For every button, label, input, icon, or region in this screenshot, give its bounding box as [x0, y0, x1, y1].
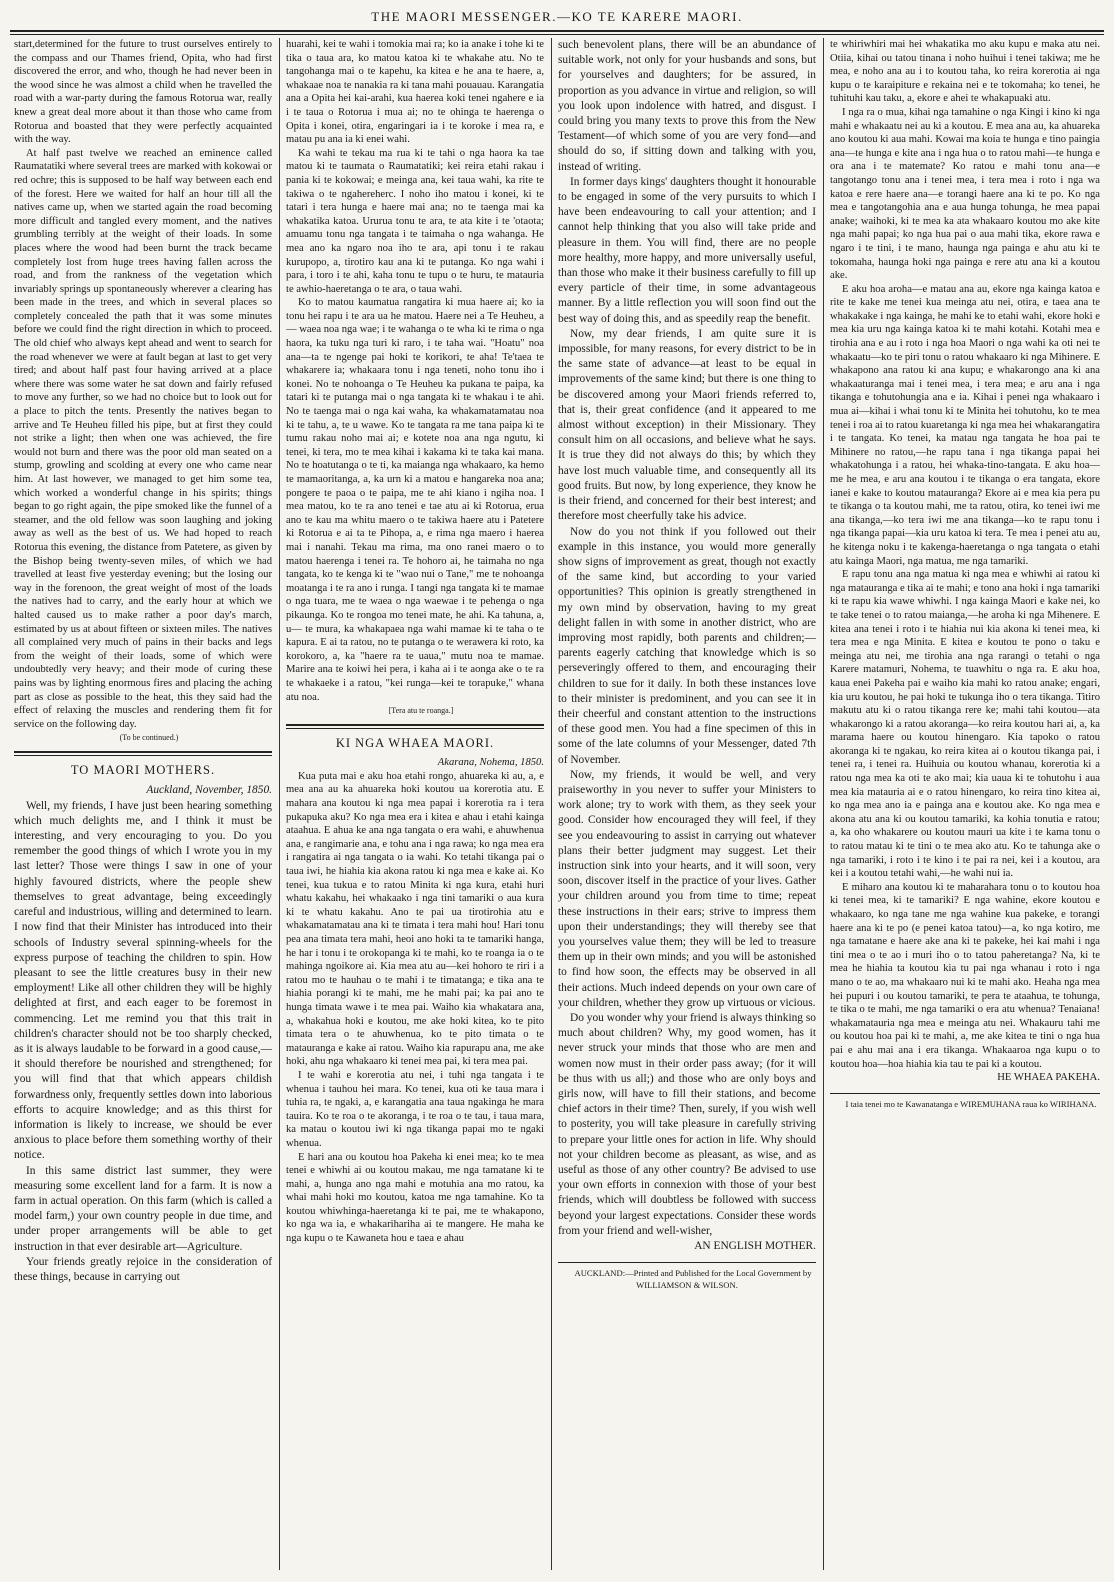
column-divider — [279, 38, 280, 1570]
column-1 — [14, 38, 272, 1570]
continued-note: [Tera atu te roanga.] — [388, 706, 454, 716]
article-paragraph: Well, my friends, I have just been hearing something which much delights me, and I think it must be interesting, and very encouraging to you. Do you remember the good things of which I wrote you in my last letter? Those were things I saw in one of your highly favoured districts, where the people shew themselves to great advantage, being exceedingly careful and industrious, willing and determined to learn. I now find that their Minister has introduced into their schools of Industry several spinning-wheels for the express purpose of teaching the children to spin. How pleasant to see the little creatures busy in their new employment! Like all other children they will be highly delighted at first, and each eager to be foremost in commencing. Let me remind you that this trait in children's character should not be too sharply checked, as it is always laudable to be forward in a good cause,—it should therefore be nourished and strengthened; for you will find that that which appears childish forwardness only, frequently settles down into laborious efforts to acquire knowledge; and as this thirst for information is likely to increase, we should be ever anxious to place before them something worthy of their notice. — [14, 799, 272, 1162]
article-paragraph: te whiriwhiri mai hei whakatika mo aku kupu e maka atu nei. Otiia, kihai ou tatou tinana i noho huihui i tenei takiwa; me he mea, e noho ana au i to koutou taha, ko reira korerotia ai nga kupu o te karaipiture e rekaina nei e te tokomaha; ko tenei, he tuhituhi kau taku, a, ekore e ahei te whakapuaki atu. — [830, 39, 1100, 105]
article-paragraph: start,determined for the future to trust ourselves entirely to the compass and our Thames friend, Opita, who had first discovered the error, and who, though he had never been in the wood since he was almost a child when he travelled the road with a war-party during the famous Rotorua war, really knew a great deal more about it than those who came from Rotorua and boasted that they were perfectly acquainted with the way. — [14, 39, 272, 146]
article-paragraph: such benevolent plans, there will be an abundance of suitable work, not only for your husbands and sons, but for yourselves and daughters; for be assured, in proportion as you advance in virtue and religion, so will you look upon indolence with hatred, and disgust. I could bring you many texts to prove this from the New Testament—of which some of you are very fond—and should do so, if sitting down and talking with you, instead of writing. — [558, 39, 816, 173]
article-paragraph: I nga ra o mua, kihai nga tamahine o nga Kingi i kino ki nga mahi e whakaatu nei au ki a koutou. E mea ana au, ka ahuareka ano koutou ki aua mahi. Kowai ma koia te hunga e tino paingia ana—te hunga e kite ana i nga hua o to ratou mahi—te hunga e ora ana i te matemate? Ko ratou e mahi tonu ana—e tangotango tonu ana i tenei mea, i tera mea i roto i nga wa katoa e rere haere ana—e torangi haere ana ki te po. Ko nga mea e tangotangohia ana e aua hunga tohunga, he mea papai anake; waihoki, ki te mea ka ata whakaaro koutou mo ake kite nga mahi papai; ko nga hua pai o aua mahi tika, ekore rawa e ngaro i te tini, i te mano, haunga nga painga e ahu atu ki te tokomaha, haunga hoki nga painga e rere atu ana ki a koutou ake. — [830, 106, 1100, 282]
article-paragraph: Do you wonder why your friend is always thinking so much about children? Why, my good women, has it never struck your minds that those who are men and women now must in their order pass away; (for it will be thus with us all;) and those who are only boys and girls now, will have to fill their stations, and become chief actors in their time? Then, surely, if you wish well to posterity, you will take pleasure in carefully striving to prepare your little ones for action in life. Why should not your children become as pleasant, as wise, and as useful as those of any other country? Be advised to use your own efforts in connexion with those of your best friends, which will doubtless be followed with success beyond your largest expectations. Consider these words from your friend and well-wisher, — [558, 1012, 816, 1237]
signature: AN ENGLISH MOTHER. — [694, 1240, 816, 1253]
imprint: I taia tenei mo te Kawanatanga e WIREMUHANA raua ko WIRIHANA. — [845, 1098, 1097, 1109]
article-paragraph: Your friends greatly rejoice in the consideration of these things, because in carrying out — [14, 1255, 272, 1283]
article-paragraph: Now, my friends, it would be well, and very praiseworthy in you never to suffer your Ministers to work alone; try to work with them, as they seek your good. Consider how encouraged they will feel, if they see you endeavouring to assist in carrying out whatever plans their better judgment may suggest. Let their instruction sink into your hearts, and it will soon, very soon, discover itself in the practice of your lives. Gather your children around you from time to time; repeat these instructions in their ears; strive to impress them upon their understandings; they will thereby see that you yourselves value them; they will be led to treasure them up in their own minds; and you will be astonished to find how soon, the effects may be observed in all their actions. Much indeed depends on your own care of your children, whether they grow up virtuous or vicious. — [558, 768, 816, 1009]
masthead-rule — [10, 30, 1104, 35]
column-divider — [823, 38, 824, 1570]
signature: HE WHAEA PAKEHA. — [997, 1072, 1100, 1084]
article-paragraph: At half past twelve we reached an eminence called Raumatatiki where several trees are marked with kokowai or red ochre; this is supposed to be half way between each end of the forest. Here we waited for half an hour till all the natives came up, when we started again the road becoming more difficult and tangled every moment, and the natives grumbling terribly at the weight of their loads. In some places where the wood had been burnt the track became completely lost from huge trees having fallen across the road, and from the rankness of the vegetation which invariably springs up spontaneously wherever a clearing has been made in the trees, and which in several places so completely concealed the path that it was some minutes before we could find the right direction in which to proceed. The old chief who always kept ahead and went to search for the road whenever we were at fault began at last to get very tired; and about half past four having arrived at a place where there was some water he sat down and fairly refused to move any further, so we had no choice but to look out for a place to pitch the tents. Presently the natives began to arrive and Te Heuheu filled his pipe, but at first they could not strike a light; then when one was achieved, the fire would not burn and there was the poor old man seated on a stump, growling and scolding at every one who came near him. At last however, we managed to get him some tea, which worked a wonderful change in his spirits; things began to go right again, the pipe smoked like the funnel of a steamer, and the old fellow was soon laughing and joking away as well as the best of us. We had hoped to reach Rotorua this evening, the distance from Patetere, as given by the Bishop being twenty-seven miles, of which we had travelled at least five yesterday evening; but the losing our way in the forenoon, the great weight of most of the loads the natives had to carry, and the early hour at which we halted caused us to make rather a poor day's march, estimated by us at about fifteen or sixteen miles. The natives all complained very much of pains in their backs and legs from the weight of their loads, some of which were undoubtedly very heavy; and their mode of curing these pains was by lighting enormous fires and placing the aching part as close as possible to the heat, this they said had the effect of relaxing the muscles and rendering them fit for service on the following day. — [14, 147, 272, 730]
continued-note: (To be continued.) — [119, 733, 179, 743]
article-paragraph: E rapu tonu ana nga matua ki nga mea e whiwhi ai ratou ki nga matauranga e tika ai te mahi; e tono ana hoki i nga tamariki ki te rapu kia wawe whiwhi. I nga kainga Maori e kake nei, ko te take tenei o to ratou maianga,—he aroha ki nga Mihenere. E kitea ana tenei i roto i te hiahia nui kia akona ki tenei mea, ki tera mea e nga Minita. E kitea e koutou te pono o taku e meinga atu nei, me tirohia ana nga rarangi o tetahi o nga Karere matamuri, Nohema, te tuawhitu o nga ra. E aku hoa, kaua enei Pakeha pai e waiho kia mahi ko ratou anake; engari, kia uru koutou, he pai hoki te tukunga iho o tera tikanga. Titiro makutu atu ki o ratou tikanga rere ke; mahi tahi koutou—ata whakarongo ki a ratou akoranga—ko reira koutou hari ai, a, ka marama haere ou koutou hinengaro. Kia tapoko o ratou akoranga ki te ngakau, ko reira kitea ai o koutou tikanga pai, i tenei ra, i tenei ra. Huihuia ou koutou whanau, korerotia ki a ratou nga mea ka oti te ako mai; kia uaua ki te tohutohu i aua mea kia matauria ai e o ratou hinengaro, ko reira tino kitea ai, ko nga mea ano ia e painga ana e koutou ake. Ko nga mea e akona atu ana ki ou koutou tamariki, ka kohia tonutia e ratou; a, ka oho whakarere ou koutou mauri ua kite i te kama tonu o to ratou matau ki te tini o te mea ako atu. Ko te tahunga ake o nga tamariki, i roto i te kino i te pai ra nei, kei i a koutou, ara kei i a koutou tetahi wahi,—he wahi nui ia. — [830, 569, 1100, 880]
article-paragraph: Now, my dear friends, I am quite sure it is impossible, for many reasons, for every district to be in the same state of advance—at least to be equal in improvements of the same kind; but there is one thing to be discovered among your Maori friends referred to, that is, their great confidence (and it appeared to me almost without exception) in their Missionary. They consult him on all occasions, and believe what he says. It is true they did not always do this; by which they have lost much valuable time, and consequently all its good fruits. But now, by long experience, they know he is their friend, and concerned for their best interest; and therefore most cheerfully take his advice. — [558, 327, 816, 523]
imprint-rule — [558, 1262, 816, 1263]
section-rule — [14, 751, 272, 756]
imprint: AUCKLAND:—Printed and Published for the Local Government by WILLIAMSON & WILSON. — [574, 1268, 812, 1291]
article-paragraph: I te wahi e korerotia atu nei, i tuhi nga tangata i te whenua i tauhou hei mara. Ko tenei, kua oti ke taua mara i tuhia ra, te ngaki, a, e karangatia ana taua ngakinga he mara tauira. Ko te roa o te akoranga, i te roa o te tau, i taua mara, ka matau o koutou iwi ki nga tikanga papai mo te ngaki whenua. — [286, 1069, 544, 1149]
article-paragraph: E miharo ana koutou ki te maharahara tonu o to koutou hoa ki tenei mea, ki te tamariki? E nga wahine, ekore koutou e whakaaro, ko nga tane me nga wahine kua pakeke, e torangi haere ana ki te po (e penei katoa tatou)—a, ko nga kotiro, me nga tamatane e haere ake ana ki te pakeke, hei kai mahi i nga tini mea o te ao i muri iho o to tatou paheretanga? Na, ki te mea he hiahia ta koutou kia tu pai nga whanau i roto i nga mano o te ao, ma whakaaro nui ki te mahi ako. Heaha nga mea hei pupuri i ou koutou tamariki, te pera te ataahua, te tohunga, te tika o te mahi, me nga tamariki o era atu whenua? Tenaiana! whakamatauria nga mea e meinga atu nei. Whakauru tahi me ou koutou hoa pai ki te mahi, a, me ake kitea te tini o nga hua pai e ahu mai ana i era tikanga. Whakaaroa nga kupu o to koutou hoa—hoa hiahia kia tau te pai ki a koutou. — [830, 881, 1100, 1070]
column-2 — [286, 38, 544, 1570]
article-paragraph: Ko to matou kaumatua rangatira ki mua haere ai; ko ia tonu hei rapu i te ara ua he matou. Haere nei a Te Heuheu, a— waea noa nga wae; i te wahanga o te wha ki te rima o nga haora, ka tuku nga turi ki raro, i te taha wai. "Hoatu" noa ana—ta te ngenge pai hoki te korikori, te aha! Te'taea te whakarere ia; whakaara tonu i nga teneti, noho tonu iho i konei. No te nohoanga o Te Heuheu ka pukana te paipa, ka tatari ki te putanga mai o nga tangata ki te whakau i te ahi. No te taenga mai o nga kai waha, ka whakamatamatau noa ki te tahu, a, te u wawe. Ko te tangata ra me tana paipa ki te tumu rakau noho mai ai; e kotete noa ana nga ngutu, ki tenei, ki tera, mo te mea kihai i kakama ki te taka kai mana. No te hoatutanga o te ti, ka maianga nga whakaaro, ka hemo te mamaoritanga, a, ka urn ki a matou e hangareka noa ana; pongere te paoa o te paipa, me te ahi kiano i ngiha noa. I mea matou, ko te ra ano tenei e tae atu ai ki Rotorua, erua ano te kau ma whitu maero o te takiwa haere atu i Patetere ki Rotorua e ai ta te Pihopa, a, e rima nga maero i haerea mai i nanahi. Tekau ma rima, ma ono ranei maero o to matou haerenga i tenei ra. Te hohoro ai, he taimaha no nga tangata, ko te kenga ki te "wao nui o Tane," me te nohoanga moatanga i te ra ano i runga. I tangi nga tangata ki te mamae o nga tuara, me te waea o nga waewae i te pehenga o nga pikaunga. Ko te rongoa mo tenei mate, he ahi. Ka tahuna, a, u— te mura, ka whakapaea nga wahi mamae ki te taha o te kapura. E ai ta ratou, no te putanga o te werawera ki roto, ka korokoro, a, ka "haere ra te uaua," mutu noa te mamae. Marire ana te koiwi hei pera, i kaha ai i te aonga ake o te ra te whakaeke i a ratou, "kei runga—kei te torapuke," whana atu noa. — [286, 297, 544, 703]
article-paragraph: In this same district last summer, they were measuring some excellent land for a farm. It is now a farm in actual operation. On this farm (which is called a model farm,) your own country people in due time, and under proper arrangements will be able to get instruction in that ever desirable art—Agriculture. — [14, 1164, 272, 1253]
article-paragraph: In former days kings' daughters thought it honourable to be engaged in some of the very pursuits to which I have been endeavouring to call your attention; and I cannot help thinking that you also will take pride and pleasure in them. You will find, there are no people more healthy, more happy, and more universally useful, than those who make it their business carefully to fill up every particle of their time, in some advantageous manner. By a little reflection you will soon find out the best way of doing this, and as speedily reap the benefit. — [558, 175, 816, 325]
article-paragraph: Kua puta mai e aku hoa etahi rongo, ahuareka ki au, a, e mea ana au ka ahuareka hoki koutou ua korerotia atu. E mahara ana koutou ki nga mea papai i korerotia ra i tera pukapuka aku? Ko nga mea era i kitea e ahau i etahi kainga ataahua. E ahua ke ana nga tangata o era wahi, e ahuwhenua ana, e rangimarie ana, e tohu ana i nga rawa; ko nga mea era i rangatira ai nga tangata o ia wahi. Ko tetahi tikanga pai o taua iwi, he hiahia kia akona ratou ki nga mea e kake ai. Ko tenei, kua tukua e to ratou Minita ki nga kura, etahi huri whatu kakahu, hei whakaako i nga tini tamariki o aua kura ki te whatu kakahu. Ano te pai ua tirotirohia atu e whakamatamatau ana ki te timata i tera mahi hou! Hari tonu pea ana timata tera mahi, heoi ano hoki ta te tamariki hanga, he har i tonu i te orokopanga ki te mahi, ko te roanga ia o te mahinga ngoikore ai. Kia mea atu au—kei hohoro te riri i a ratou mo te hauhau o te mahi i te timatanga; e tika ana te hiahia porangi ki te mahi, me he mahi pai; ka pai ano te hunga timata wawe i te mea pai. Waiho kia whakatara ana, a, whakahua hoki e koutou, me ake hoki kitea, ko te pito timata tera o te ahuwhenua, ko te pito timata o te matauranga e kake ai ratou. Waiho kia rapurapu ana, me ake hoki, ahu nga whakaaro ki tenei mea pai, ki tera mea pai. — [286, 770, 544, 1068]
column-divider — [551, 38, 552, 1570]
article-paragraph: E hari ana ou koutou hoa Pakeha ki enei mea; ko te mea tenei e whiwhi ai ou koutou makau, me nga tamatane ki te mahi, a, hunga ano nga mahi e motuhia ana mo ratou, ka whai mahi hoki mo koutou, katoa me nga tamahine. Ko ta koutou whiwhinga-haeretanga ki te pai, me te whakapono, ko nga wa ia, e whakarihariha ai te mangere. He maha ke nga kupu o te Kawaneta hou e taea e ahau — [286, 1151, 544, 1245]
article-paragraph: Ka wahi te tekau ma rua ki te tahi o nga haora ka tae matou ki te taumata o Raumatatiki; kei reira etahi rakau i pania ki te kokowai; e meinga ana, kei taua wahi, ka rite te takiwa o te ngahereherc. I noho iho matou i konei, ki te tatari i tera hunga e haere mai ana; no te taenga mai ka whakatika katoa. Ururua tonu te ara, te ata kite i te 'otaota; amuamu tonu nga tangata i te taimaha o nga wahanga. He mea ano ka ngaro noa iho te ara, api tonu i te rakau kurupopo, a, tirotiro kau ana ki te putanga. Ko nga wahi i para, i toro i te ahi, kaha tonu te tupu o te huru, te matauria te awhio-haeretanga o te ara, o taua wahi. — [286, 147, 544, 295]
dateline: Auckland, November, 1850. — [146, 784, 272, 797]
article-title: TO MAORI MOTHERS. — [70, 762, 216, 777]
column-4 — [830, 38, 1100, 1570]
imprint-rule — [830, 1093, 1100, 1094]
masthead: THE MAORI MESSENGER.—KO TE KARERE MAORI. — [371, 9, 743, 24]
column-3 — [558, 38, 816, 1570]
dateline: Akarana, Nohema, 1850. — [437, 757, 544, 769]
article-paragraph: huarahi, kei te wahi i tomokia mai ra; ko ia anake i tohe ki te tika o taua ara, ko matou katoa ki te whakahe atu. No te tangohanga mai o te kapehu, ka kitea e he ana te haere, a, whakaae noa te nanakia ra ki tana mahi pouauau. Karangatia ana a Opita hei kai-arahi, kua haerea koki tenei ngahere e ia i te taua o Rotorua i mua ai; no te ohinga te haerenga o Opita i konei, otira, engaringari ia i te koroke i mea ra, e matau pu ana ia ki enei wahi. — [286, 39, 544, 146]
article-paragraph: Now do you not think if you followed out their example in this instance, you would more generally show signs of improvement as great, though not exactly of the same kind, but according to your varied opportunities? This opinion is greatly strengthened in my own mind by observation, having to my great delight fallen in with some in another district, who are improving most rapidly, both parents and children;—parents eagerly catching that knowledge which is so perseveringly offered to them, and encouraging their children to sue for it daily. In both these instances love to their minister is predominent, and you can see it in their cheerful and constant attention to the instructions of these good men. You had a fine specimen of this in some of the late columns of your Messenger, dated 7th of November. — [558, 525, 816, 766]
article-title: KI NGA WHAEA MAORI. — [335, 735, 495, 750]
section-rule — [286, 724, 544, 729]
article-paragraph: E aku hoa aroha—e matau ana au, ekore nga kainga katoa e rite te kake me tenei kua meinga atu nei, otira, e taea ana te whakakake i nga kainga, he mahi ke to etahi wahi, ekore hoki e mea kia uru nga kainga katoa ki te mahi kotahi. Kotahi mea e tirohia ana e au i roto i nga hoa Maori o nga wahi ka oti nei te whakaatu—ko te piri tonu o ratou whakaaro ki nga Mihinere. E whakapono ana ratou ki ana kupu; e whakarongo ana ki ana whakaaturanga mai i tenei mea, i tera mea; e aru ana i nga tikanga e tohutohungia ana e ia. Kihai i penei nga whakaaro i mua ai—kihai i whai tonu ki te Minita hei tohutohu, ko te mea tenei i roa ai to ratou kuaretanga ki nga mea hei whakarangatira i te tangata. Ko tenei, ka matau nga tangata he hoa pai te Mihinere no ratou,—he rapu tana i nga tikanga papai hei whakatohunga i a ratou, hei whaka-tino-tangata. E aku hoa—me he mea, e aru ana koutou i te tikanga o era tangata, ekore ianei e kake to koutou matauranga? Ekore ai e mea kia pera pu te tikanga o ta koutou mahi, me ta ratou, otira, ko tenei iwi me ana tikanga,—ko tera iwi me ana tikanga—ko te rapu tonu i nga tikanga papai—kia uru katoa ki tera. Te mea i penei atu au, he kitenga noku i te kakenga-haeretanga o nga tangata o etahi atu kainga Maori, nga matua, me nga tamariki. — [830, 283, 1100, 567]
